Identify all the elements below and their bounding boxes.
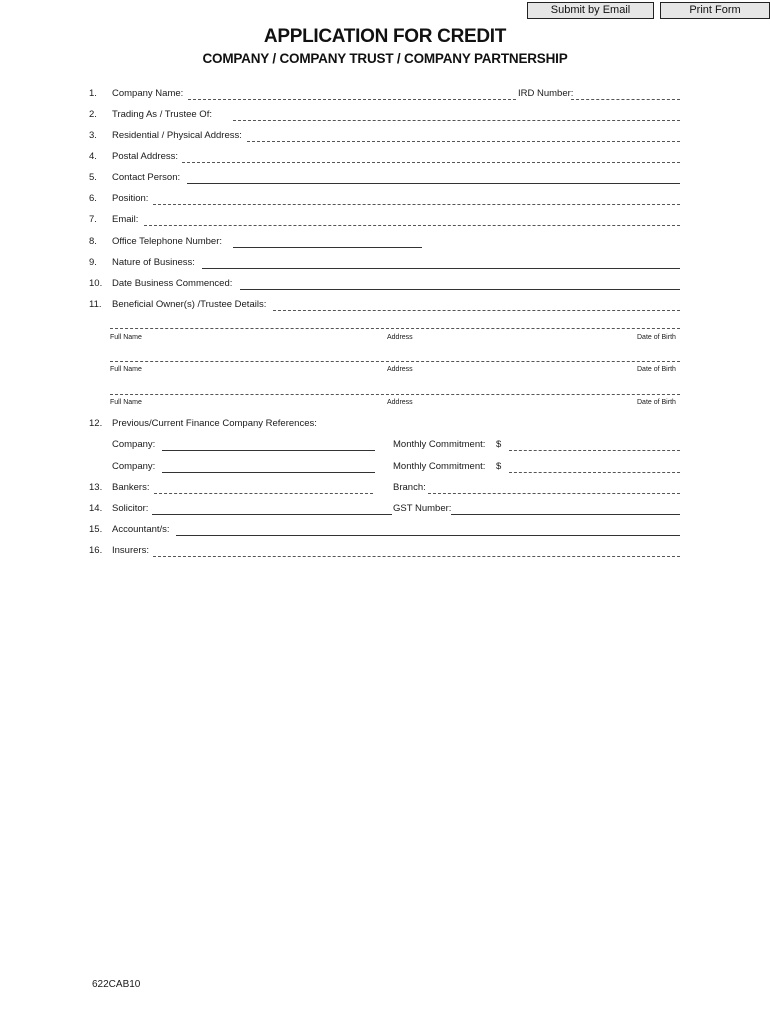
company-label: Company: [112, 439, 156, 450]
trading-as-row [0, 109, 770, 123]
insurers-field[interactable] [153, 556, 680, 557]
monthly-commitment-label: Monthly Commitment: [393, 461, 486, 472]
postal-field[interactable] [182, 162, 680, 163]
currency-symbol: $ [496, 461, 502, 472]
item-number: 5. [89, 172, 97, 183]
contact-field[interactable] [187, 183, 680, 184]
nature-row [0, 257, 770, 271]
accountant-field[interactable] [176, 535, 680, 536]
reference-company-field-1[interactable] [162, 450, 375, 451]
commenced-label: Date Business Commenced: [112, 278, 233, 289]
ird-number-field[interactable] [571, 99, 680, 100]
postal-label: Postal Address: [112, 151, 179, 162]
branch-label: Branch: [393, 482, 426, 493]
ird-number-label: IRD Number: [518, 88, 574, 99]
postal-row [0, 151, 770, 165]
trading-as-field[interactable] [233, 120, 680, 121]
form-subtitle: COMPANY / COMPANY TRUST / COMPANY PARTNERSHIP [202, 51, 568, 66]
reference-company-field-2[interactable] [162, 472, 375, 473]
print-form-button[interactable]: Print Form [660, 2, 770, 19]
address-caption: Address [387, 334, 413, 341]
nature-field[interactable] [202, 268, 680, 269]
dob-caption: Date of Birth [637, 334, 676, 341]
solicitor-label: Solicitor: [112, 503, 149, 514]
monthly-commitment-label: Monthly Commitment: [393, 439, 486, 450]
item-number: 13. [89, 482, 103, 493]
bankers-row [0, 482, 770, 496]
position-field[interactable] [153, 204, 680, 205]
company-name-label: Company Name: [112, 88, 184, 99]
full-name-caption: Full Name [110, 334, 142, 341]
email-label: Email: [112, 214, 139, 225]
telephone-label: Office Telephone Number: [112, 236, 223, 247]
contact-row [0, 172, 770, 186]
item-number: 7. [89, 214, 97, 225]
form-title: APPLICATION FOR CREDIT [263, 26, 507, 47]
email-row [0, 214, 770, 228]
references-row [0, 418, 770, 432]
address-label: Residential / Physical Address: [112, 130, 242, 141]
gst-number-field[interactable] [451, 514, 680, 515]
dob-caption: Date of Birth [637, 366, 676, 373]
company-name-field[interactable] [188, 99, 516, 100]
owners-label: Beneficial Owner(s) /Trustee Details: [112, 299, 267, 310]
company-label: Company: [112, 461, 156, 472]
position-row [0, 193, 770, 207]
full-name-caption: Full Name [110, 366, 142, 373]
full-name-caption: Full Name [110, 399, 142, 406]
branch-field[interactable] [428, 493, 680, 494]
item-number: 1. [89, 88, 97, 99]
commenced-field[interactable] [240, 289, 680, 290]
solicitor-row [0, 503, 770, 517]
item-number: 14. [89, 503, 103, 514]
address-caption: Address [387, 399, 413, 406]
commenced-row [0, 278, 770, 292]
form-code: 622CAB10 [92, 979, 141, 990]
bankers-label: Bankers: [112, 482, 150, 493]
owners-row [0, 299, 770, 313]
reference-company-row-1 [0, 439, 770, 453]
telephone-field[interactable] [233, 247, 422, 248]
insurers-row [0, 545, 770, 559]
item-number: 15. [89, 524, 103, 535]
owner-line-2[interactable] [110, 361, 680, 362]
currency-symbol: $ [496, 439, 502, 450]
telephone-row [0, 236, 770, 250]
dob-caption: Date of Birth [637, 399, 676, 406]
bankers-field[interactable] [154, 493, 373, 494]
accountant-row [0, 524, 770, 538]
item-number: 4. [89, 151, 97, 162]
submit-by-email-button[interactable]: Submit by Email [527, 2, 654, 19]
gst-number-label: GST Number: [393, 503, 452, 514]
monthly-commitment-field-2[interactable] [509, 472, 680, 473]
company-name-row [0, 88, 770, 102]
item-number: 12. [89, 418, 103, 429]
item-number: 2. [89, 109, 97, 120]
item-number: 11. [89, 299, 102, 310]
reference-company-row-2 [0, 461, 770, 475]
item-number: 3. [89, 130, 97, 141]
item-number: 6. [89, 193, 97, 204]
item-number: 10. [89, 278, 103, 289]
position-label: Position: [112, 193, 149, 204]
address-row [0, 130, 770, 144]
insurers-label: Insurers: [112, 545, 149, 556]
address-field[interactable] [247, 141, 680, 142]
nature-label: Nature of Business: [112, 257, 195, 268]
owner-line-3[interactable] [110, 394, 680, 395]
item-number: 9. [89, 257, 97, 268]
monthly-commitment-field-1[interactable] [509, 450, 680, 451]
address-caption: Address [387, 366, 413, 373]
references-label: Previous/Current Finance Company References: [112, 418, 317, 429]
trading-as-label: Trading As / Trustee Of: [112, 109, 212, 120]
owner-line-1[interactable] [110, 328, 680, 329]
solicitor-field[interactable] [152, 514, 392, 515]
owners-field[interactable] [273, 310, 680, 311]
accountant-label: Accountant/s: [112, 524, 170, 535]
item-number: 8. [89, 236, 97, 247]
contact-label: Contact Person: [112, 172, 181, 183]
item-number: 16. [89, 545, 103, 556]
email-field[interactable] [144, 225, 680, 226]
